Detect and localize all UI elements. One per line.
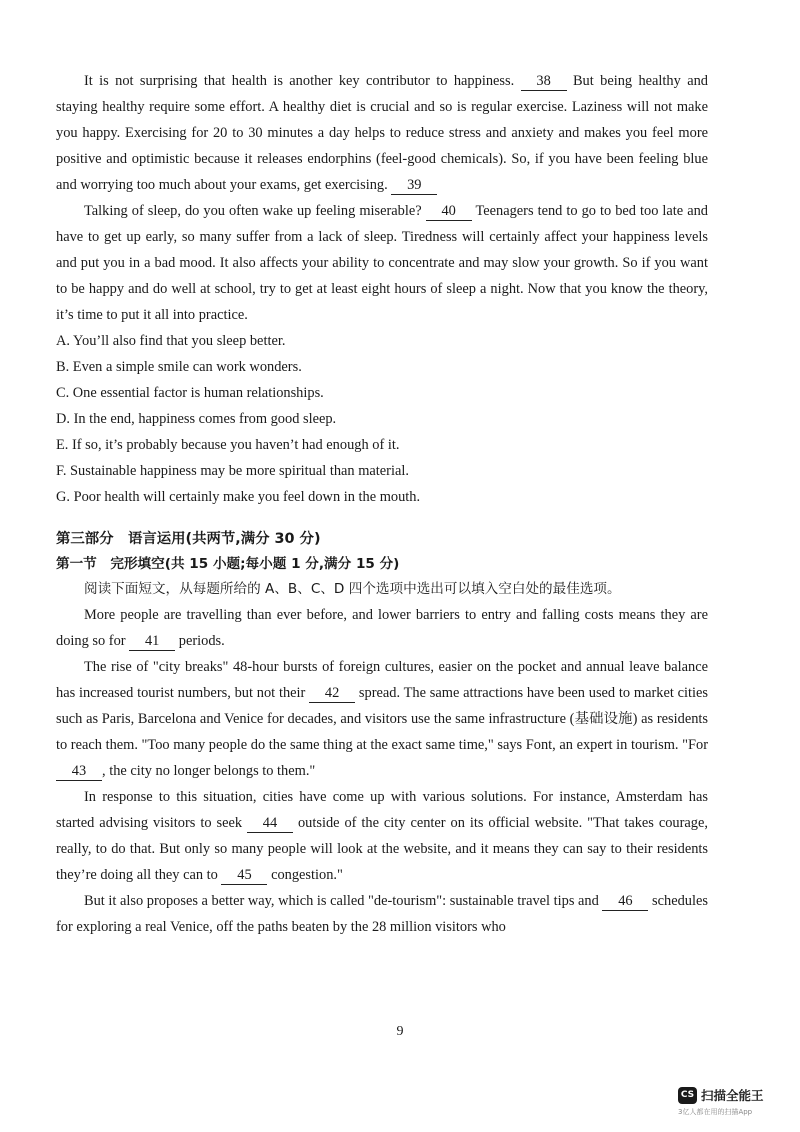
paragraph-text: But being healthy and staying healthy require some effort. A healthy diet is crucial and so is regular exercise. Laziness will not make you happy. Exercising for 20 to 30 minutes a day helps to reduce stress and anxiety and makes you feel more positive and optimistic because it releases endorphins (feel-good chemicals). So, if you have been feeling blue and worrying too much about your exams, get exercising.	[56, 73, 708, 193]
option-b: B. Even a simple smile can work wonders.	[56, 359, 302, 375]
blank-43: 43	[56, 762, 102, 781]
scanner-watermark	[678, 1087, 778, 1121]
section-title: 第三部分 语言运用(共两节,满分 30 分)	[56, 531, 321, 547]
instructions: 阅读下面短文，从每题所给的 A、B、C、D 四个选项中选出可以填入空白处的最佳选项。	[84, 581, 621, 597]
cloze-paragraph-1	[56, 602, 708, 654]
paragraph-text: schedules for exploring a real Venice, off the paths beaten by the 28 million visitors who	[56, 893, 708, 935]
paragraph-text: In response to this situation, cities have come up with various solutions. For instance, Amsterdam has started advising visitors to seek	[56, 789, 708, 831]
blank-41: 41	[129, 632, 175, 651]
blank-39: 39	[391, 176, 437, 195]
option-d: D. In the end, happiness comes from good sleep.	[56, 411, 337, 427]
cloze-paragraph-2	[56, 654, 708, 784]
paragraph-text: outside of the city center on its official website. "That takes courage, really, to do that. But only so many people will look at the website, and it means they can say to their residents they’re doing all they can to	[56, 815, 708, 883]
blank-42: 42	[309, 684, 355, 703]
reading-paragraph-sleep	[56, 198, 708, 328]
option-f: F. Sustainable happiness may be more spiritual than material.	[56, 463, 409, 479]
paragraph-text: periods.	[178, 633, 225, 649]
page-number: 9	[396, 1024, 404, 1039]
option-e: E. If so, it’s probably because you haven’t had enough of it.	[56, 437, 400, 453]
watermark-app-name: 扫描全能王	[701, 1088, 764, 1103]
blank-45: 45	[221, 866, 267, 885]
blank-46: 46	[602, 892, 648, 911]
paragraph-text: It is not surprising that health is another key contributor to happiness.	[84, 73, 515, 89]
watermark-tagline: 3亿人都在用的扫描App	[678, 1108, 753, 1116]
cloze-paragraph-3	[56, 784, 708, 888]
paragraph-text: congestion."	[271, 867, 343, 883]
blank-40: 40	[426, 202, 472, 221]
document-page	[56, 68, 708, 940]
paragraph-text: But it also proposes a better way, which is called "de-tourism": sustainable travel tips and	[84, 893, 599, 909]
paragraph-text: Teenagers tend to go to bed too late and have to get up early, so many suffer from a lack of sleep. Tiredness will certainly affect your happiness levels and put you in a bad mood. It also affects your ability to concentrate and may slow your growth. So if you want to be happy and do well at school, try to get at least eight hours of sleep a night. Now that you know the theory, it’s time to put it all into practice.	[56, 203, 708, 323]
subsection-title: 第一节 完形填空(共 15 小题;每小题 1 分,满分 15 分)	[56, 556, 400, 572]
option-a: A. You’ll also find that you sleep better.	[56, 333, 286, 349]
reading-paragraph-health	[56, 68, 708, 198]
blank-38: 38	[521, 72, 567, 91]
blank-44: 44	[247, 814, 293, 833]
option-g: G. Poor health will certainly make you feel down in the mouth.	[56, 489, 421, 505]
paragraph-text: spread. The same attractions have been used to market cities such as Paris, Barcelona and Venice for decades, and visitors use the same infrastructure (基础设施) as residents to reach them. "Too many people do the same thing at the exact same time," says Font, an expert in tourism. "For	[56, 685, 708, 753]
paragraph-text: Talking of sleep, do you often wake up feeling miserable?	[84, 203, 422, 219]
paragraph-text: More people are travelling than ever before, and lower barriers to entry and falling costs means they are doing so for	[56, 607, 708, 649]
cloze-paragraph-4	[56, 888, 708, 940]
paragraph-text: , the city no longer belongs to them."	[102, 763, 316, 779]
option-c: C. One essential factor is human relationships.	[56, 385, 324, 401]
paragraph-text: The rise of "city breaks" 48-hour bursts of foreign cultures, easier on the pocket and annual leave balance has increased tourist numbers, but not their	[56, 659, 708, 701]
answer-options	[56, 328, 708, 510]
camscanner-logo-icon: CS	[678, 1087, 697, 1104]
